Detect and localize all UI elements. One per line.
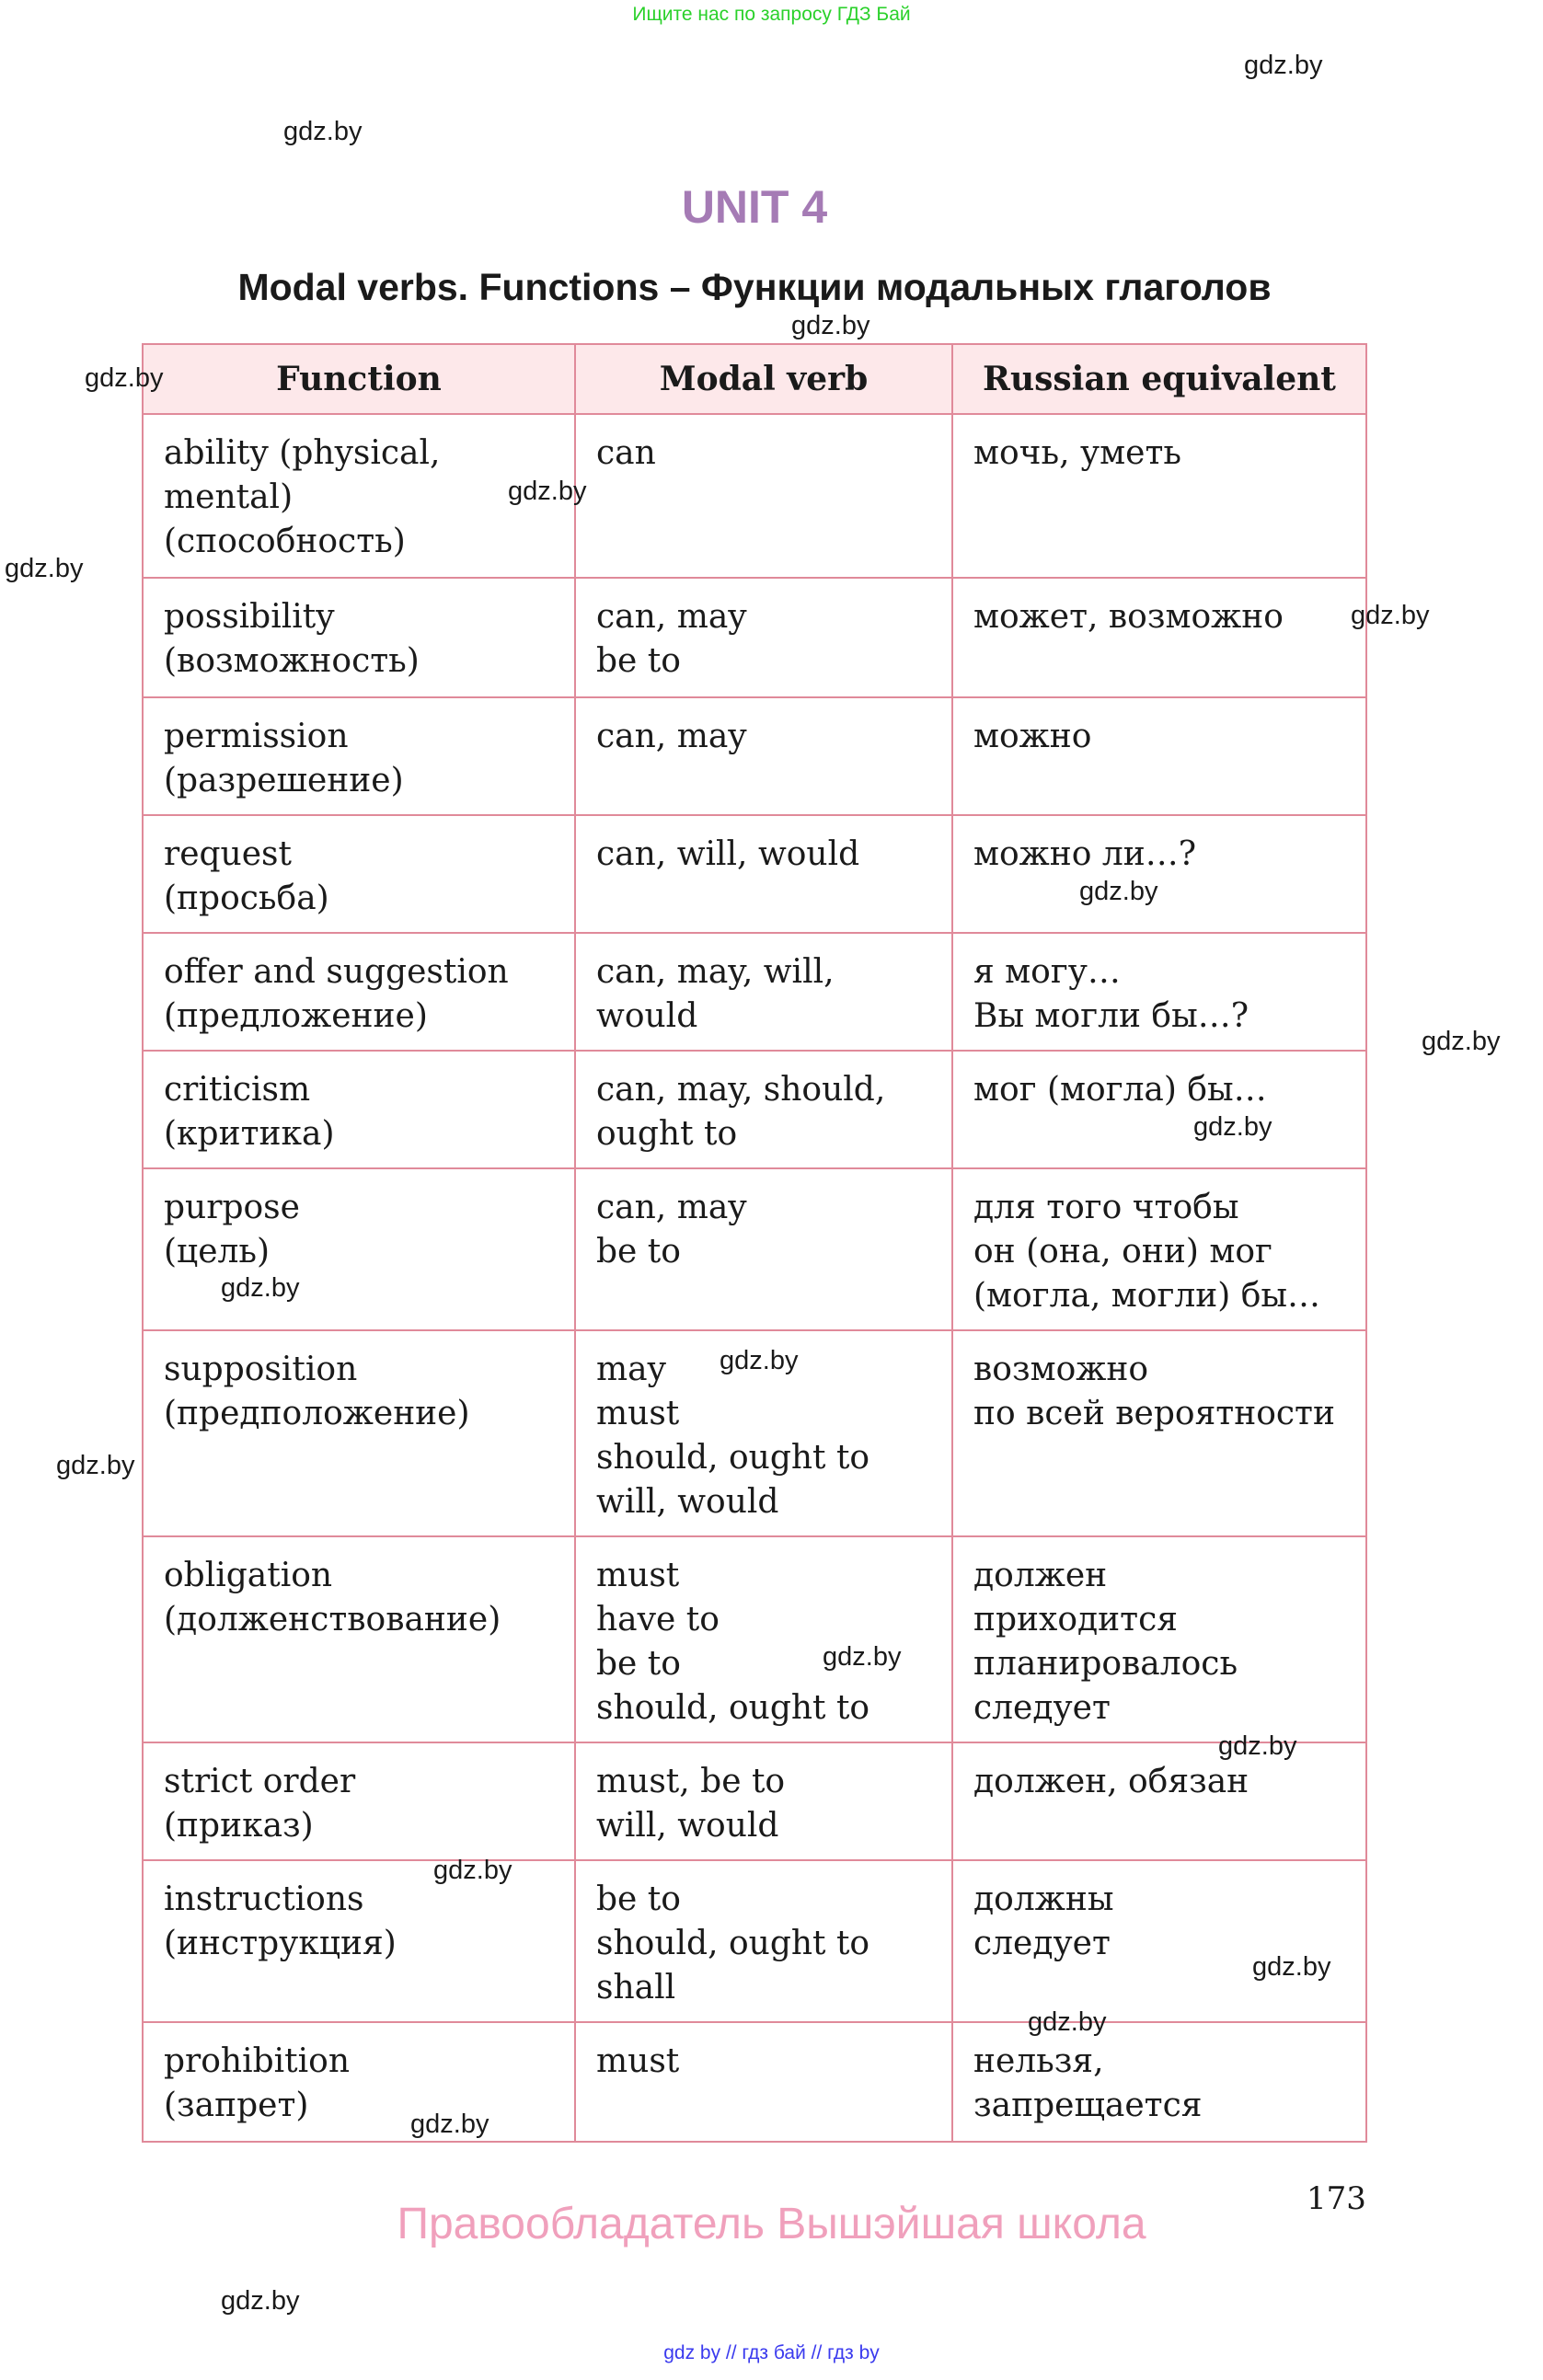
cell-line: must [596,1395,680,1432]
table-row [143,933,1366,1051]
watermark: gdz.by [85,363,164,393]
cell-line: can, may [596,598,747,636]
cell-line: obligation [164,1557,333,1594]
watermark: gdz.by [410,2110,489,2139]
cell-line: для того чтобы [973,1189,1239,1226]
modal-verb-cell [575,815,952,933]
modal-verb-cell [575,2022,952,2142]
function-cell [143,697,575,815]
cell-line: can, will, would [596,835,860,873]
watermark: gdz.by [508,477,587,506]
cell-line: нельзя, [973,2042,1104,2080]
watermark: gdz.by [720,1346,799,1375]
table-row [143,1742,1366,1860]
table-row [143,697,1366,815]
russian-equivalent-cell [952,1330,1366,1536]
watermark: gdz.by [5,554,84,583]
watermark: gdz.by [1079,877,1158,906]
cell-line: (предложение) [164,997,428,1035]
cell-line: should, ought to [596,1439,870,1477]
russian-equivalent-cell [952,1536,1366,1742]
function-cell [143,1330,575,1536]
header-function: Function [143,344,575,414]
cell-line: может, возможно [973,598,1284,636]
watermark: gdz.by [221,1273,300,1303]
cell-line: можно ли…? [973,835,1197,873]
russian-equivalent-cell [952,933,1366,1051]
modal-verb-cell [575,1860,952,2022]
cell-line: criticism [164,1071,311,1109]
cell-line: можно [973,718,1092,755]
cell-line: request [164,835,292,873]
watermark: gdz.by [221,2286,300,2316]
russian-equivalent-cell [952,697,1366,815]
cell-line: should, ought to [596,1689,870,1727]
modal-verb-cell [575,697,952,815]
cell-line: instructions [164,1880,364,1918]
russian-equivalent-cell [952,1860,1366,2022]
page-subtitle: Modal verbs. Functions – Функции модальных глаголов [237,266,1272,308]
watermark: gdz.by [1351,601,1430,630]
cell-line: supposition [164,1351,358,1388]
function-cell [143,1051,575,1168]
modal-verb-cell [575,1051,952,1168]
cell-line: мог (могла) бы… [973,1071,1267,1109]
cell-line: must [596,2042,680,2080]
cell-line: can, may, will, [596,953,835,991]
cell-line: (цель) [164,1233,271,1270]
cell-line: can, may [596,1189,747,1226]
cell-line: (критика) [164,1115,335,1153]
watermark: gdz.by [1244,51,1323,80]
modal-verbs-table [142,343,1367,2143]
function-cell [143,578,575,697]
cell-line: purpose [164,1189,300,1226]
cell-line: ability (physical, [164,434,441,472]
cell-line: он (она, они) мог [973,1233,1272,1270]
russian-equivalent-cell [952,2022,1366,2142]
modal-verb-cell [575,1168,952,1330]
cell-line: shall [596,1969,676,2006]
watermark: gdz.by [433,1856,512,1885]
russian-equivalent-cell [952,578,1366,697]
cell-line: be to [596,1880,681,1918]
cell-line: возможно [973,1351,1149,1388]
cell-line: ought to [596,1115,738,1153]
cell-line: strict order [164,1763,356,1800]
watermark: gdz.by [1422,1027,1501,1056]
cell-line: permission [164,718,349,755]
table-row [143,1168,1366,1330]
cell-line: (могла, могли) бы… [973,1277,1321,1315]
footer-links[interactable]: gdz by // гдз бай // гдз by [663,2342,880,2363]
watermark: gdz.by [1028,2007,1107,2037]
page-number: 173 [1307,2180,1366,2217]
russian-equivalent-cell [952,815,1366,933]
table-header-row [143,344,1366,414]
cell-line: will, would [596,1483,779,1521]
cell-line: (возможность) [164,642,420,680]
modal-verb-cell [575,1742,952,1860]
table-row [143,2022,1366,2142]
table-row [143,414,1366,578]
function-cell [143,815,575,933]
cell-line: должен [973,1557,1108,1594]
top-banner[interactable]: Ищите нас по запросу ГДЗ Бай [632,4,911,25]
cell-line: следует [973,1925,1111,1962]
watermark: gdz.by [1252,1952,1331,1982]
function-cell [143,2022,575,2142]
russian-equivalent-cell [952,1051,1366,1168]
watermark: gdz.by [791,311,870,340]
header-russian-equivalent: Russian equivalent [952,344,1366,414]
cell-line: должны [973,1880,1114,1918]
modal-verb-cell [575,414,952,578]
cell-line: по всей вероятности [973,1395,1335,1432]
cell-line: планировалось [973,1645,1238,1683]
cell-line: (долженствование) [164,1601,501,1638]
function-cell [143,933,575,1051]
cell-line: be to [596,1645,681,1683]
table-row [143,1051,1366,1168]
cell-line: must, be to [596,1763,786,1800]
watermark: gdz.by [1193,1112,1272,1142]
modal-verb-cell [575,578,952,697]
cell-line: (предположение) [164,1395,470,1432]
cell-line: offer and suggestion [164,953,509,991]
unit-title: UNIT 4 [681,181,828,233]
watermark: gdz.by [56,1451,135,1480]
russian-equivalent-cell [952,414,1366,578]
copyright-notice: Правообладатель Вышэйшая школа [397,2200,1146,2248]
watermark: gdz.by [823,1642,902,1672]
table-row [143,815,1366,933]
watermark: gdz.by [1218,1731,1297,1761]
cell-line: я могу… [973,953,1121,991]
cell-line: Вы могли бы…? [973,997,1249,1035]
cell-line: должен, обязан [973,1763,1249,1800]
cell-line: приходится [973,1601,1178,1638]
cell-line: can [596,434,656,472]
cell-line: (просьба) [164,880,329,917]
cell-line: have to [596,1601,720,1638]
cell-line: (инструкция) [164,1925,397,1962]
cell-line: мочь, уметь [973,434,1181,472]
modal-verb-cell [575,933,952,1051]
cell-line: be to [596,642,681,680]
cell-line: may [596,1351,666,1388]
cell-line: will, would [596,1807,779,1845]
cell-line: can, may, should, [596,1071,886,1109]
function-cell [143,1536,575,1742]
cell-line: (приказ) [164,1807,314,1845]
cell-line: mental) [164,478,294,516]
modal-verb-cell [575,1536,952,1742]
russian-equivalent-cell [952,1742,1366,1860]
cell-line: следует [973,1689,1111,1727]
cell-line: prohibition [164,2042,351,2080]
cell-line: be to [596,1233,681,1270]
table-row [143,578,1366,697]
cell-line: should, ought to [596,1925,870,1962]
function-cell [143,1168,575,1330]
header-modal-verb: Modal verb [575,344,952,414]
table-row [143,1536,1366,1742]
cell-line: (разрешение) [164,762,404,799]
russian-equivalent-cell [952,1168,1366,1330]
cell-line: can, may [596,718,747,755]
function-cell [143,1742,575,1860]
cell-line: запрещается [973,2087,1203,2124]
watermark: gdz.by [283,117,363,146]
table-row [143,1860,1366,2022]
cell-line: possibility [164,598,335,636]
cell-line: (запрет) [164,2087,309,2124]
cell-line: would [596,997,698,1035]
cell-line: (способность) [164,523,406,560]
cell-line: must [596,1557,680,1594]
